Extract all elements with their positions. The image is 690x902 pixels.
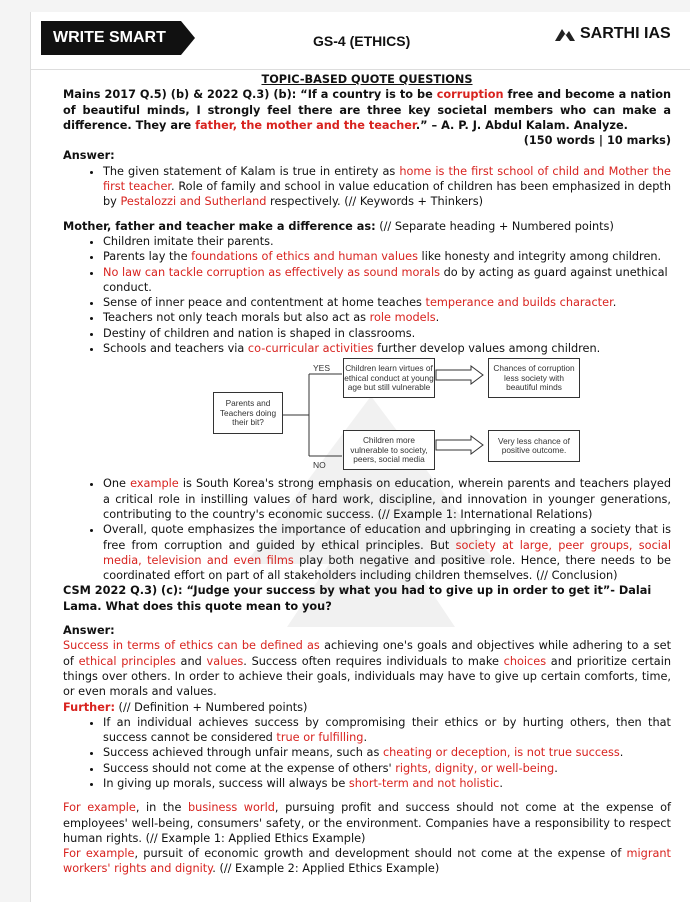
q1-highlight-members: father, the mother and the teacher	[195, 118, 416, 132]
list-item: • Teachers not only teach morals but also act as role models.	[103, 310, 671, 325]
answer-2-definition: Success in terms of ethics can be defined as achieving one's goals and objectives while adhering to a set of ethical principles and values. Success often requires individuals to make choices and prioritize certain things over others. In order to achieve their goals, individuals may have to give up certain comforts, time, or even morals and values.	[63, 639, 672, 699]
list-item: • Success achieved through unfair means, such as cheating or deception, is not true success.	[103, 745, 671, 760]
list-item: • Schools and teachers via co-curricular activities further develop values among children.	[103, 341, 671, 356]
example-paragraph-1: For example, in the business world, pursuing profit and success should not come at the expense of employees' well-being, consumers' safety, or the environment. Companies have a responsibility to respect human rights. (// Example 1: Applied Ethics Example)	[63, 801, 672, 845]
list-item: • Children imitate their parents.	[103, 234, 671, 249]
q1-text: free and become a nation of beautiful minds, I strongly feel there are three key societal members who can make a difference. They are	[63, 88, 672, 132]
answer-1-label: Answer:	[63, 149, 115, 163]
list-item: • Parents lay the foundations of ethics and human values like honesty and integrity among children.	[103, 249, 671, 264]
list-item: • Sense of inner peace and contentment at home teaches temperance and builds character.	[103, 295, 671, 310]
diagram-no-result-box: Very less chance of positive outcome.	[488, 430, 580, 462]
example-paragraph-2: For example, pursuit of economic growth and development should not come at the expense of migrant workers' rights and dignity. (// Example 2: Applied Ethics Example)	[63, 847, 671, 876]
list-item: • Overall, quote emphasizes the importance of education and upbringing in creating a society that is free from corruption and guided by ethical principles. But society at large, peer groups, social media, television and even films play both negative and positive role. Hence, there needs to be coordinated effort on part of all stakeholders including children themselves. (// Conclusion)	[103, 522, 671, 583]
list-item: • No law can tackle corruption as effectively as sound morals do by acting as guard against unethical conduct.	[103, 265, 671, 296]
flow-diagram	[63, 358, 671, 472]
intro-point: • The given statement of Kalam is true in entirety as home is the first school of child and Mother the first teacher. Role of family and school in value education of children has been emphasized in depth by Pestalozzi and Sutherland respectively. (// Keywords + Thinkers)	[103, 164, 671, 210]
diagram-no-box: Children more vulnerable to society, peers, social media	[343, 430, 435, 470]
document-body	[63, 72, 671, 877]
sarthi-logo	[554, 25, 671, 43]
document-page	[30, 12, 690, 902]
heading-2: Mother, father and teacher make a difference as: (// Separate heading + Numbered points)	[63, 219, 614, 233]
points-list-2	[63, 715, 671, 791]
list-item: • If an individual achieves success by compromising their ethics or by hurting others, then that success cannot be considered true or fulfilling.	[103, 715, 671, 746]
mountain-logo-icon	[554, 26, 576, 42]
diagram-no-label: NO	[313, 460, 326, 471]
header-divider	[31, 69, 690, 70]
list-item: • Success should not come at the expense of others' rights, dignity, or well-being.	[103, 761, 671, 776]
question-1-marks: (150 words | 10 marks)	[523, 134, 671, 148]
list-item: • Destiny of children and nation is shaped in classrooms.	[103, 326, 671, 341]
diagram-yes-label: YES	[313, 363, 331, 374]
q1-text: Mains 2017 Q.5) (b) & 2022 Q.3) (b): “If a country is to be	[63, 88, 437, 102]
logo-text: SARTHI IAS	[580, 25, 671, 42]
subject-title: GS-4 (ETHICS)	[313, 33, 411, 49]
q1-text: .” – A. P. J. Abdul Kalam. Analyze.	[415, 118, 628, 132]
brand-tag: WRITE SMART	[41, 21, 181, 55]
page-header	[31, 12, 690, 62]
q1-highlight-corruption: corruption	[436, 88, 504, 102]
question-2: CSM 2022 Q.3) (c): “Judge your success by what you had to give up in order to get it”- Dalai Lama. What does this quote mean to you?	[63, 584, 652, 613]
diagram-root-box: Parents and Teachers doing their bit?	[213, 392, 283, 434]
brand-arrow-shape	[181, 21, 195, 55]
list-item: • One example is South Korea's strong emphasis on education, wherein parents and teachers played a critical role in instilling values of hard work, discipline, and innovation in younger generations, contributing to the country's economic success. (// Example 1: International Relations)	[103, 476, 671, 522]
example-list	[63, 476, 671, 583]
section-title: TOPIC-BASED QUOTE QUESTIONS	[261, 73, 473, 86]
further-heading: Further: (// Definition + Numbered points)	[63, 700, 308, 714]
answer-2-label: Answer:	[63, 624, 115, 638]
points-list	[63, 234, 671, 356]
list-item: • In giving up morals, success will always be short-term and not holistic.	[103, 776, 671, 791]
diagram-yes-result-box: Chances of corruption less society with beautiful minds	[488, 358, 580, 398]
question-1	[63, 87, 671, 133]
diagram-yes-box: Children learn virtues of ethical conduct at young age but still vulnerable	[343, 358, 435, 398]
intro-list	[63, 164, 671, 210]
